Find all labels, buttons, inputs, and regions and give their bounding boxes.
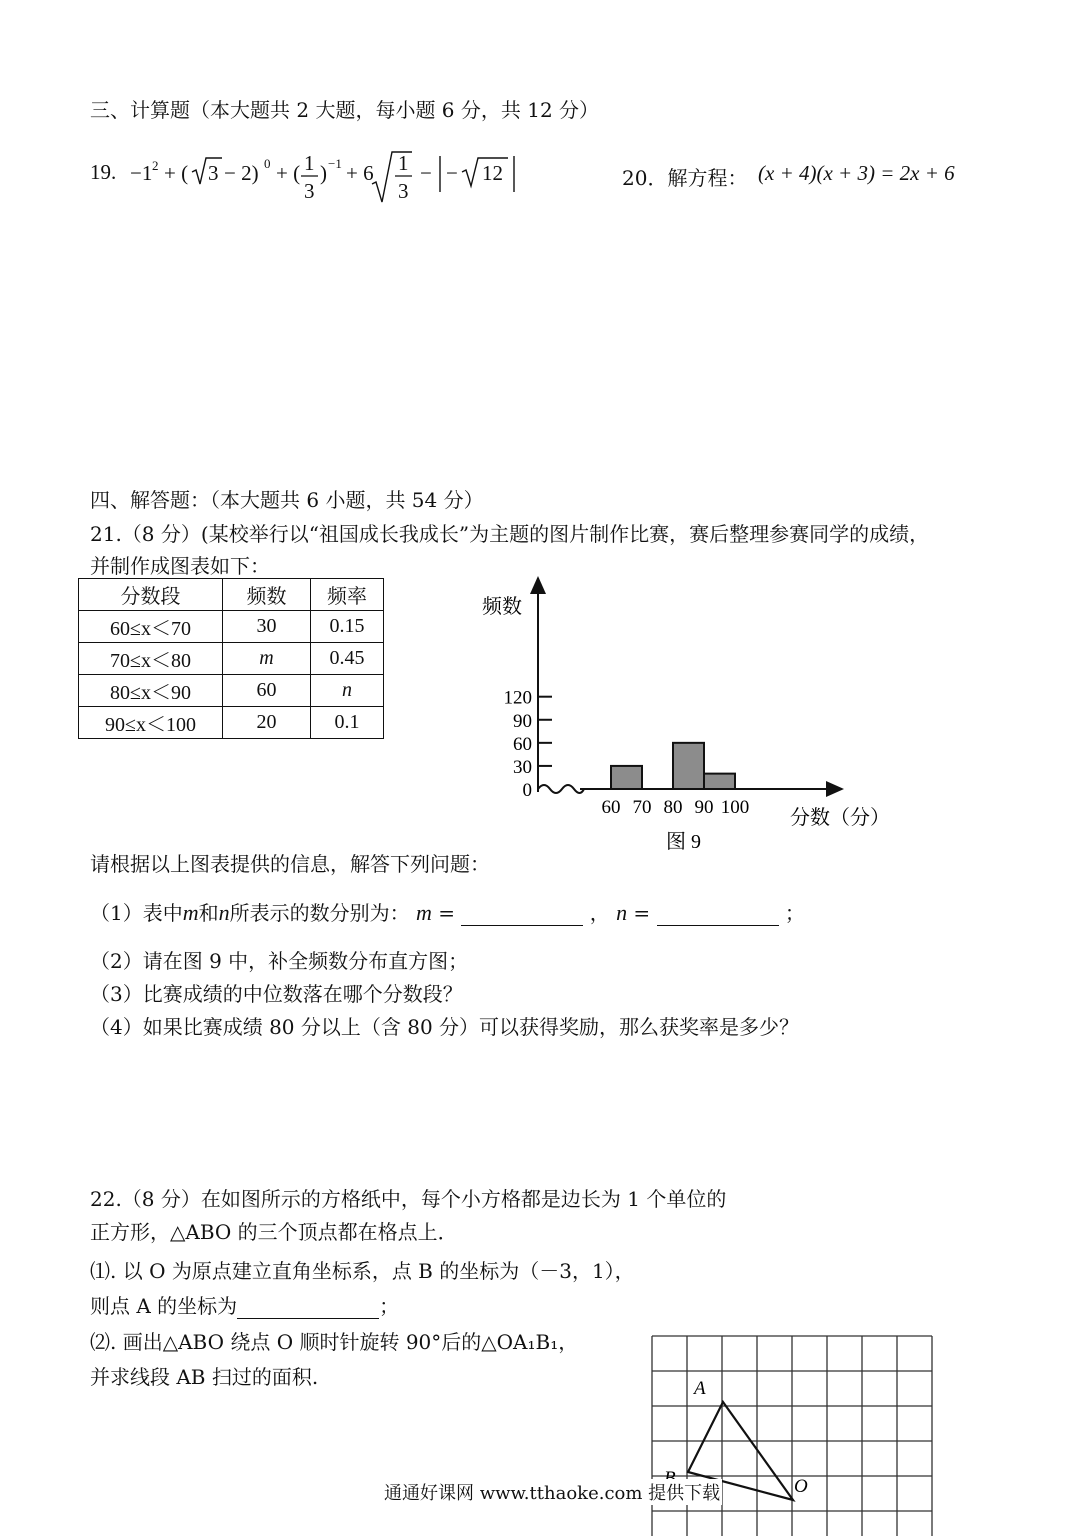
vertex-a-label: A bbox=[694, 1378, 706, 1399]
table-cell-range: 60≤x＜70 bbox=[79, 611, 223, 643]
table-row bbox=[79, 675, 384, 707]
svg-text:−1: −1 bbox=[328, 156, 342, 171]
y-tick-label: 30 bbox=[513, 756, 532, 778]
svg-text:1: 1 bbox=[398, 151, 409, 175]
y-axis-label: 频数 bbox=[482, 596, 522, 618]
q21-sub2: （2）请在图 9 中，补全频数分布直方图； bbox=[90, 949, 469, 973]
svg-text:2: 2 bbox=[152, 158, 159, 173]
q22-line4: 则点 A 的坐标为 ； bbox=[90, 1294, 400, 1318]
vertex-o-label: O bbox=[794, 1476, 808, 1497]
y-tick-label: 120 bbox=[503, 687, 532, 709]
table-row bbox=[79, 643, 384, 675]
table-cell-count: m bbox=[223, 643, 311, 675]
table-header-count: 频数 bbox=[223, 579, 311, 611]
svg-text:12: 12 bbox=[482, 161, 503, 185]
x-tick-label: 80 bbox=[663, 797, 683, 818]
table-cell-count: 30 bbox=[223, 611, 311, 643]
table-cell-range: 70≤x＜80 bbox=[79, 643, 223, 675]
table-cell-range: 80≤x＜90 bbox=[79, 675, 223, 707]
svg-text:− 2): − 2) bbox=[224, 161, 259, 185]
frequency-histogram bbox=[470, 570, 910, 855]
q22-line6: 并求线段 AB 扫过的面积. bbox=[90, 1365, 319, 1389]
sub1-and: 和 bbox=[198, 901, 219, 925]
axis-break-mark bbox=[538, 785, 584, 793]
svg-text:+ 6: + 6 bbox=[346, 161, 374, 185]
table-row bbox=[79, 707, 384, 739]
table-cell-rate: 0.15 bbox=[311, 611, 384, 643]
svg-text:−1: −1 bbox=[130, 161, 153, 185]
sub1-prefix: （1）表中 bbox=[90, 901, 183, 925]
table-header-row bbox=[79, 579, 384, 611]
x-axis-label: 分数（分） bbox=[790, 807, 890, 829]
q21-prompt: 请根据以上图表提供的信息，解答下列问题： bbox=[90, 852, 490, 876]
table-row bbox=[79, 611, 384, 643]
bar bbox=[611, 766, 642, 789]
q19-formula bbox=[130, 148, 590, 208]
bar bbox=[673, 743, 704, 789]
svg-text:3: 3 bbox=[398, 179, 409, 203]
svg-text:): ) bbox=[320, 161, 327, 185]
table-cell-rate: n bbox=[311, 675, 384, 707]
y-tick-label: 60 bbox=[513, 733, 532, 755]
table-cell-rate: 0.1 bbox=[311, 707, 384, 739]
table-cell-count: 60 bbox=[223, 675, 311, 707]
svg-text:+ (: + ( bbox=[276, 161, 301, 185]
x-tick-label: 100 bbox=[720, 797, 750, 818]
answer-n-blank[interactable] bbox=[657, 905, 779, 926]
table-header-range: 分数段 bbox=[79, 579, 223, 611]
q21-sub3: （3）比赛成绩的中位数落在哪个分数段？ bbox=[90, 982, 463, 1006]
bar bbox=[704, 774, 735, 789]
answer-m-label: m bbox=[415, 900, 432, 925]
footer-source: 通通好课网 www.tthaoke.com 提供下载 bbox=[382, 1479, 722, 1505]
y-tick-label: 90 bbox=[513, 710, 532, 732]
q19-label: 19. bbox=[90, 160, 117, 184]
svg-text:3: 3 bbox=[304, 179, 315, 203]
var-m: m bbox=[182, 900, 199, 925]
q21-sub1: （1）表中m和n所表示的数分别为： m = ， n = ； bbox=[90, 900, 805, 925]
grid-figure bbox=[648, 1334, 938, 1536]
answer-m-blank[interactable] bbox=[461, 905, 583, 926]
q22-line2: 正方形，△ABO 的三个顶点都在格点上． bbox=[90, 1220, 458, 1244]
table-header-rate: 频率 bbox=[311, 579, 384, 611]
q20-equation: (x + 4)(x + 3) = 2x + 6 bbox=[758, 161, 955, 185]
y-tick-label: 0 bbox=[522, 780, 532, 801]
answer-a-coordinate-blank[interactable] bbox=[237, 1298, 379, 1319]
table-cell-count: 20 bbox=[223, 707, 311, 739]
section4-heading: 四、解答题：（本大题共 6 小题，共 54 分） bbox=[90, 488, 484, 512]
q21-sub4: （4）如果比赛成绩 80 分以上（含 80 分）可以获得奖励，那么获奖率是多少？ bbox=[90, 1015, 800, 1039]
frequency-table bbox=[78, 578, 384, 739]
chart-title: 图 9 bbox=[666, 831, 701, 853]
svg-text:3: 3 bbox=[208, 161, 219, 185]
table-cell-range: 90≤x＜100 bbox=[79, 707, 223, 739]
q22-line1: 22.（8 分）在如图所示的方格纸中，每个小方格都是边长为 1 个单位的 bbox=[90, 1187, 727, 1211]
sub1-mid: 所表示的数分别为： bbox=[229, 901, 410, 925]
svg-text:0: 0 bbox=[264, 156, 271, 171]
table-cell-rate: 0.45 bbox=[311, 643, 384, 675]
x-tick-label: 90 bbox=[694, 797, 714, 818]
q21-intro-line2: 并制作成图表如下： bbox=[90, 554, 270, 578]
var-n: n bbox=[218, 900, 230, 925]
q22-line4-prefix: 则点 A 的坐标为 bbox=[90, 1294, 238, 1318]
q20-label: 20．解方程： bbox=[622, 166, 748, 190]
q22-line3: ⑴. 以 O 为原点建立直角坐标系，点 B 的坐标为（－3，1）， bbox=[90, 1259, 635, 1283]
svg-text:−: − bbox=[446, 161, 458, 185]
svg-text:−: − bbox=[420, 161, 432, 185]
q22-line5: ⑵. 画出△ABO 绕点 O 顺时针旋转 90°后的△OA₁B₁， bbox=[90, 1330, 579, 1354]
q21-intro-line1: 21.（8 分）(某校举行以“祖国成长我成长”为主题的图片制作比赛，赛后整理参赛同学的成绩， bbox=[90, 522, 930, 546]
answer-n-label: n bbox=[616, 900, 628, 925]
svg-text:1: 1 bbox=[304, 151, 315, 175]
svg-text:+ (: + ( bbox=[164, 161, 189, 185]
section3-heading: 三、计算题（本大题共 2 大题，每小题 6 分，共 12 分） bbox=[90, 98, 600, 122]
x-tick-label: 70 bbox=[632, 797, 652, 818]
x-tick-label: 60 bbox=[601, 797, 621, 818]
